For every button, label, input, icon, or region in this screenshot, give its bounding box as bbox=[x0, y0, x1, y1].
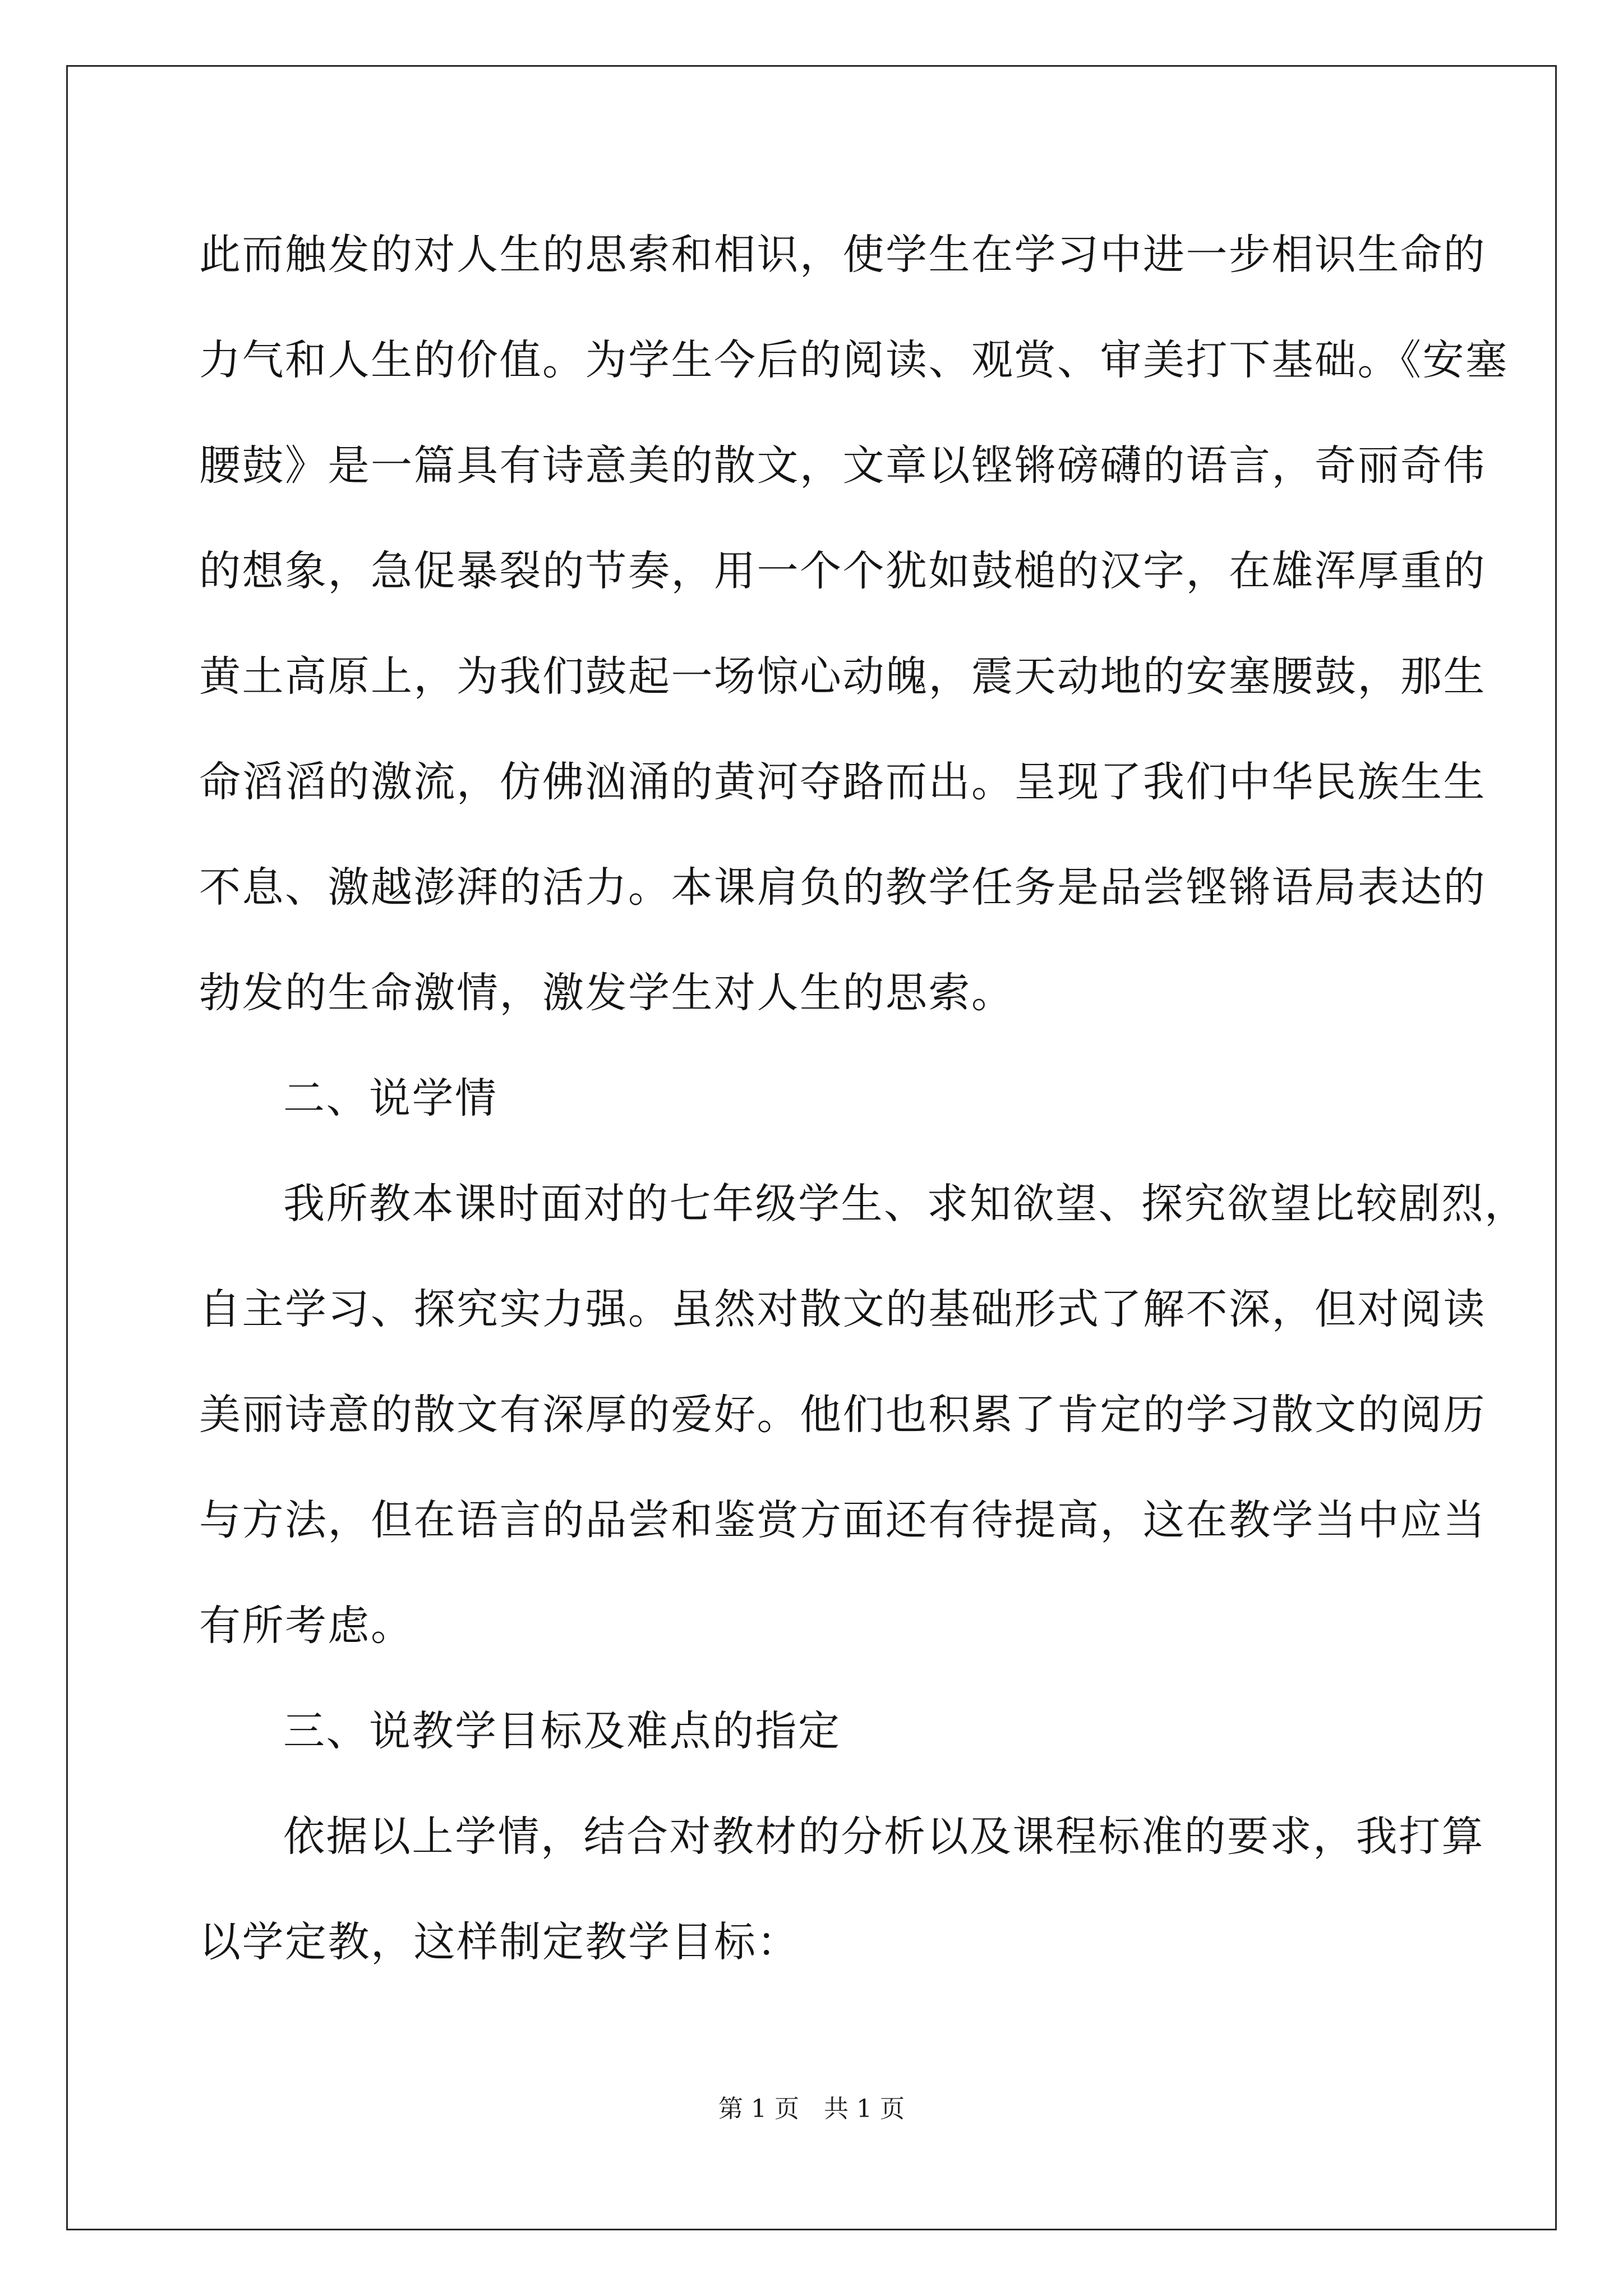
text-line: 自主学习、探究实力强。虽然对散文的基础形式了解不深，但对阅读 bbox=[199, 1285, 1486, 1333]
document-body bbox=[199, 202, 1528, 1995]
section-heading: 三、说教学目标及难点的指定 bbox=[283, 1707, 841, 1755]
text-line: 此而触发的对人生的思索和相识，使学生在学习中进一步相识生命的 bbox=[199, 231, 1486, 279]
page-footer bbox=[0, 2092, 1623, 2126]
text-line: 不息、激越澎湃的活力。本课肩负的教学任务是品尝铿锵语局表达的 bbox=[199, 863, 1486, 912]
text-line: 命滔滔的激流，仿佛汹涌的黄河夺路而出。呈现了我们中华民族生生 bbox=[199, 758, 1486, 806]
section-heading: 二、说学情 bbox=[283, 1074, 498, 1122]
text-line: 与方法，但在语言的品尝和鉴赏方面还有待提高，这在教学当中应当 bbox=[199, 1496, 1486, 1544]
text-line: 以学定教，这样制定教学目标： bbox=[199, 1918, 800, 1966]
text-line: 美丽诗意的散文有深厚的爱好。他们也积累了肯定的学习散文的阅历 bbox=[199, 1391, 1486, 1439]
page-total: 共 1 页 bbox=[824, 2095, 905, 2123]
text-line: 有所考虑。 bbox=[199, 1602, 414, 1650]
page-number: 第 1 页 bbox=[718, 2095, 799, 2123]
text-line: 我所教本课时面对的七年级学生、求知欲望、探究欲望比较剧烈， bbox=[283, 1180, 1528, 1228]
text-line: 腰鼓》是一篇具有诗意美的散文，文章以铿锵磅礴的语言，奇丽奇伟 bbox=[199, 441, 1486, 490]
text-line: 的想象，急促暴裂的节奏，用一个个犹如鼓槌的汉字，在雄浑厚重的 bbox=[199, 547, 1486, 595]
text-line: 黄土高原上，为我们鼓起一场惊心动魄，震天动地的安塞腰鼓，那生 bbox=[199, 652, 1486, 701]
text-line: 勃发的生命激情，激发学生对人生的思索。 bbox=[199, 969, 1015, 1017]
text-line: 力气和人生的价值。为学生今后的阅读、观赏、审美打下基础。《安塞 bbox=[199, 336, 1509, 384]
text-line: 依据以上学情，结合对教材的分析以及课程标准的要求，我打算 bbox=[283, 1812, 1484, 1861]
